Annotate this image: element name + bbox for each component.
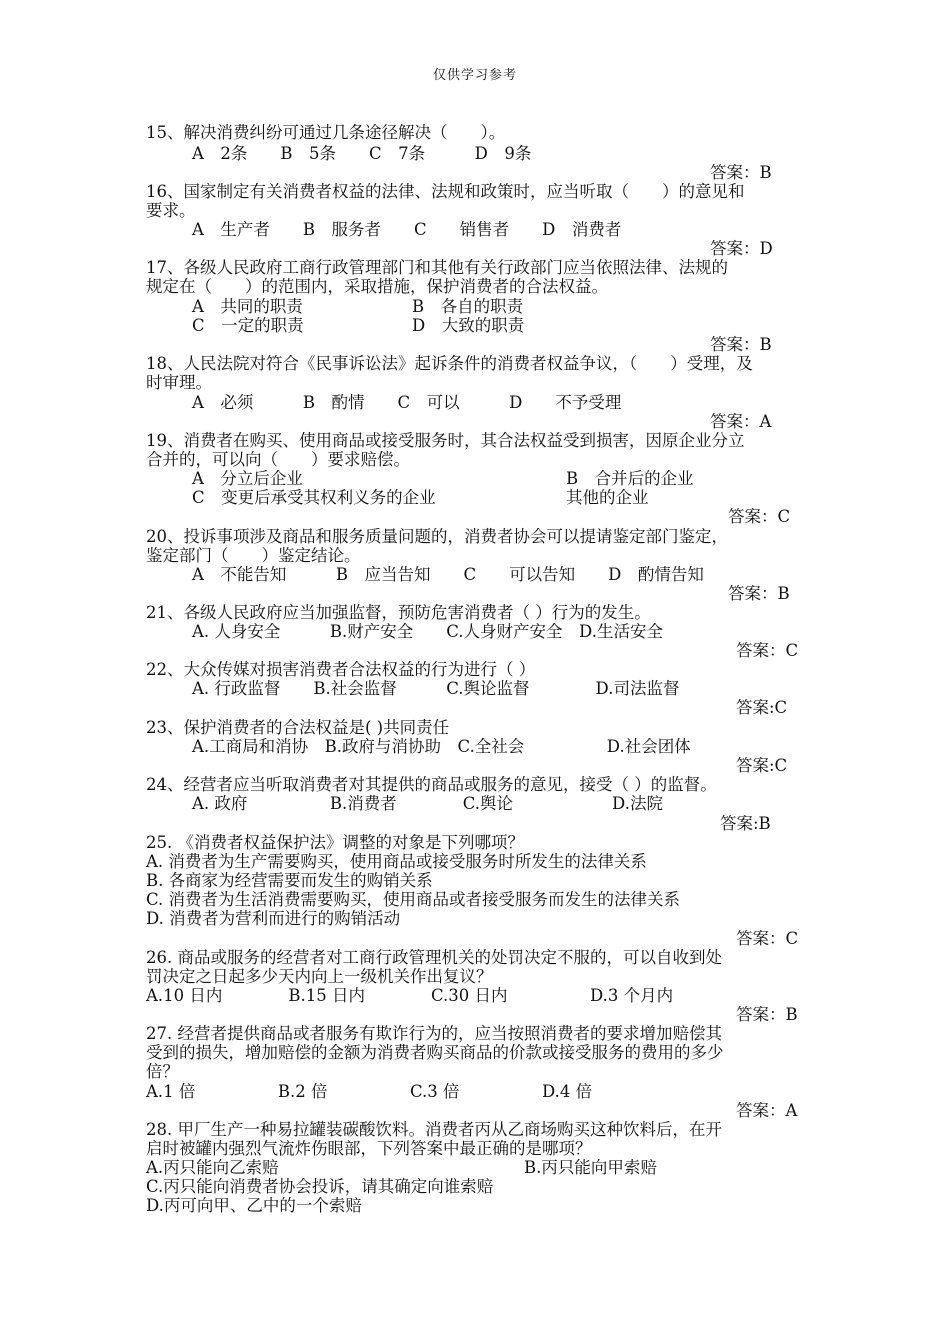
text-line: 答案：C [736,929,799,948]
text-line: 21、各级人民政府应当加强监督，预防危害消费者（ ）行为的发生。 [146,603,651,622]
text-line: A. 人身安全 B.财产安全 C.人身财产安全 D.生活安全 [192,622,663,641]
text-line: 答案：A [710,412,772,431]
text-line: C 变更后承受其权利义务的企业 [192,488,436,507]
text-line: 时审理。 [146,373,212,392]
text-line: 启时被罐内强烈气流炸伤眼部，下列答案中最正确的是哪项？ [146,1139,592,1158]
text-line: D.丙可向甲、乙中的一个索赔 [146,1196,362,1215]
text-line: 23、保护消费者的合法权益是( )共同责任 [146,718,450,737]
text-line: 27. 经营者提供商品或者服务有欺诈行为的，应当按照消费者的要求增加赔偿其 [146,1024,722,1043]
text-line: A.丙只能向乙索赔 [146,1158,279,1177]
text-line: A.工商局和消协 B.政府与消协助 C.全社会 D.社会团体 [192,737,691,756]
text-line: A 2条 B 5条 C 7条 D 9条 [192,144,532,163]
text-line: 倍？ [146,1062,179,1081]
text-line: 19、消费者在购买、使用商品或接受服务时，其合法权益受到损害，因原企业分立 [146,431,745,450]
text-line: A 必须 B 酌情 C 可以 D 不予受理 [192,393,622,412]
text-line: B. 各商家为经营需要而发生的购销关系 [146,871,433,890]
text-line: 答案:C [736,698,788,717]
text-line: 18、人民法院对符合《民事诉讼法》起诉条件的消费者权益争议，（ ）受理，及 [146,354,753,373]
text-line: 26. 商品或服务的经营者对工商行政管理机关的处罚决定不服的，可以自收到处 [146,948,722,967]
text-line: 17、各级人民政府工商行政管理部门和其他有关行政部门应当依照法律、法规的 [146,258,728,277]
text-line: 答案:B [720,814,771,833]
text-line: B 各自的职责 [412,297,524,316]
text-line: 答案：D [710,239,773,258]
text-line: 答案：B [710,163,772,182]
text-line: A.10 日内 B.15 日内 C.30 日内 D.3 个月内 [146,986,674,1005]
text-line: A.1 倍 B.2 倍 C.3 倍 D.4 倍 [146,1082,593,1101]
text-line: A 生产者 B 服务者 C 销售者 D 消费者 [192,220,622,239]
text-line: 规定在（ ）的范围内，采取措施，保护消费者的合法权益。 [146,277,608,296]
text-line: 答案：B [728,584,790,603]
text-line: 答案：B [710,335,772,354]
text-line: C. 消费者为生活消费需要购买，使用商品或者接受服务而发生的法律关系 [146,890,681,909]
text-line: 24、经营者应当听取消费者对其提供的商品或服务的意见，接受（ ）的监督。 [146,775,717,794]
text-line: C 一定的职责 [192,316,304,335]
text-line: A. 行政监督 B.社会监督 C.舆论监督 D.司法监督 [192,679,680,698]
text-line: A 分立后企业 [192,469,303,488]
text-line: 罚决定之日起多少天内向上一级机关作出复议？ [146,967,493,986]
text-line: B.丙只能向甲索赔 [524,1158,657,1177]
text-line: 28. 甲厂生产一种易拉罐装碳酸饮料。消费者丙从乙商场购买这种饮料后，在开 [146,1120,722,1139]
text-line: 受到的损失，增加赔偿的金额为消费者购买商品的价款或接受服务的费用的多少 [146,1043,724,1062]
page-header: 仅供学习参考 [432,68,517,83]
text-line: 答案:C [736,756,788,775]
text-line: 22、大众传媒对损害消费者合法权益的行为进行（ ） [146,660,536,679]
text-line: 要求。 [146,201,196,220]
text-line: 其他的企业 [566,488,649,507]
text-line: 答案：C [728,507,791,526]
text-line: 15、解决消费纠纷可通过几条途径解决（ ）。 [146,123,506,142]
text-line: B 合并后的企业 [566,469,694,488]
text-line: 答案：C [736,641,799,660]
text-line: A. 消费者为生产需要购买，使用商品或接受服务时所发生的法律关系 [146,852,647,871]
text-line: 答案：A [736,1101,798,1120]
text-line: 鉴定部门（ ）鉴定结论。 [146,546,361,565]
text-line: 25. 《消费者权益保护法》调整的对象是下列哪项？ [146,833,524,852]
text-line: 20、投诉事项涉及商品和服务质量问题的，消费者协会可以提请鉴定部门鉴定， [146,527,728,546]
text-line: A 不能告知 B 应当告知 C 可以告知 D 酌情告知 [192,565,704,584]
text-line: D 大致的职责 [412,316,525,335]
text-line: 合并的，可以向（ ）要求赔偿。 [146,450,410,469]
text-line: D. 消费者为营利而进行的购销活动 [146,909,401,928]
text-line: A. 政府 B.消费者 C.舆论 D.法院 [192,794,663,813]
text-line: A 共同的职责 [192,297,303,316]
text-line: C.丙只能向消费者协会投诉，请其确定向谁索赔 [146,1177,494,1196]
text-line: 答案：B [736,1005,798,1024]
text-line: 16、国家制定有关消费者权益的法律、法规和政策时，应当听取（ ）的意见和 [146,182,745,201]
